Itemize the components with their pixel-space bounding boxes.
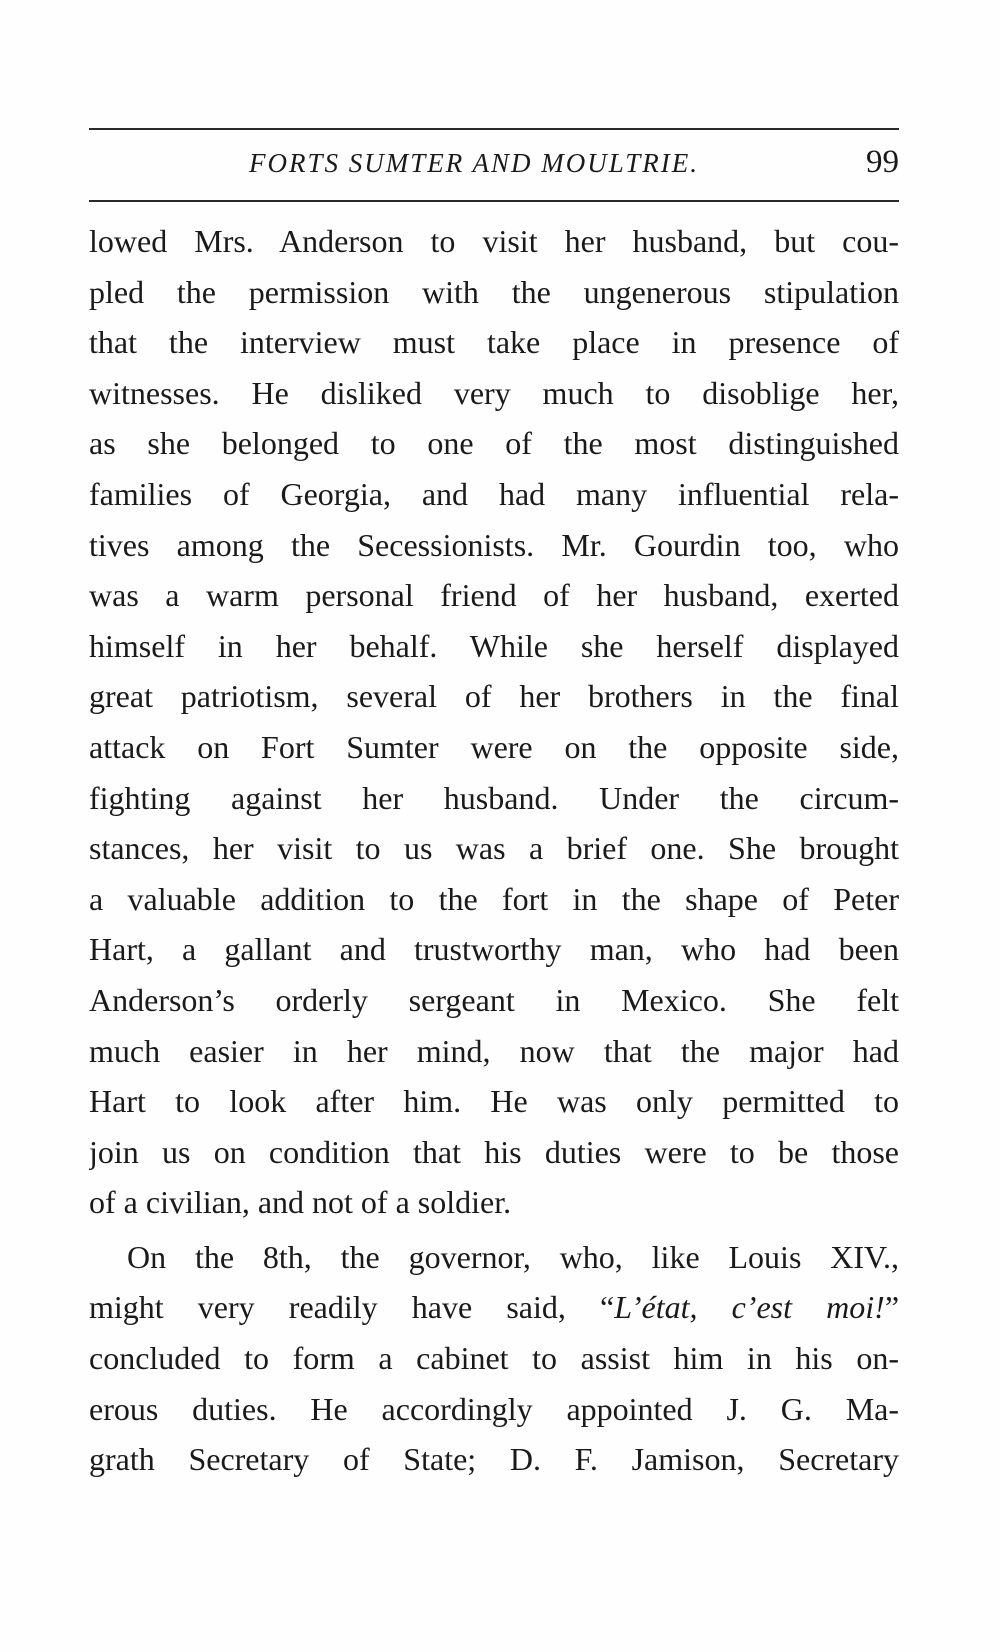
- text-line: as she belonged to one of the most distinguished: [89, 425, 899, 462]
- text-line: Anderson’s orderly sergeant in Mexico. She felt: [89, 981, 899, 1018]
- text-line-with-quote: [89, 1282, 899, 1333]
- paragraph-1: [89, 216, 899, 1228]
- text-line: a valuable addition to the fort in the shape of Peter: [89, 880, 899, 917]
- text-line: erous duties. He accordingly appointed J. G. Ma-: [89, 1390, 899, 1427]
- running-head: [89, 138, 899, 192]
- text-line: Hart, a gallant and trustworthy man, who had been: [89, 931, 899, 968]
- text-line: witnesses. He disliked very much to disoblige her,: [89, 374, 899, 411]
- quote-close: ”: [884, 1289, 899, 1326]
- text-line: pled the permission with the ungenerous stipulation: [89, 273, 899, 310]
- text-line: was a warm personal friend of her husband, exerted: [89, 577, 899, 614]
- text-line: join us on condition that his duties were to be those: [89, 1133, 899, 1170]
- header-rule-top: [89, 128, 899, 130]
- running-title: FORTS SUMTER AND MOULTRIE.: [249, 148, 699, 178]
- text-line: lowed Mrs. Anderson to visit her husband, but cou-: [89, 223, 899, 259]
- text-line: attack on Fort Sumter were on the opposite side,: [89, 728, 899, 765]
- text-line: that the interview must take place in presence of: [89, 324, 899, 361]
- page-number: 99: [866, 144, 899, 180]
- french-quote: L’état, c’est moi!: [614, 1289, 885, 1326]
- text-line: great patriotism, several of her brothers in the final: [89, 678, 899, 715]
- text-line: Hart to look after him. He was only permitted to: [89, 1083, 899, 1120]
- header-rule-bottom: [89, 200, 899, 202]
- text-segment: might very readily have said, “: [89, 1289, 615, 1326]
- text-line: On the 8th, the governor, who, like Louis XIV.,: [127, 1238, 899, 1275]
- text-line: families of Georgia, and had many influential rela-: [89, 475, 899, 512]
- text-line: fighting against her husband. Under the circum-: [89, 779, 899, 816]
- paragraph-2: [89, 1232, 899, 1485]
- text-line: stances, her visit to us was a brief one. She brought: [89, 830, 899, 867]
- text-line: much easier in her mind, now that the major had: [89, 1032, 899, 1069]
- text-line: grath Secretary of State; D. F. Jamison, Secretary: [89, 1441, 899, 1478]
- text-line: concluded to form a cabinet to assist him in his on-: [89, 1340, 899, 1377]
- text-line: himself in her behalf. While she herself displayed: [89, 627, 899, 664]
- body-text: [89, 216, 899, 1485]
- text-line: tives among the Secessionists. Mr. Gourdin too, who: [89, 526, 899, 563]
- text-line: of a civilian, and not of a soldier.: [89, 1184, 512, 1221]
